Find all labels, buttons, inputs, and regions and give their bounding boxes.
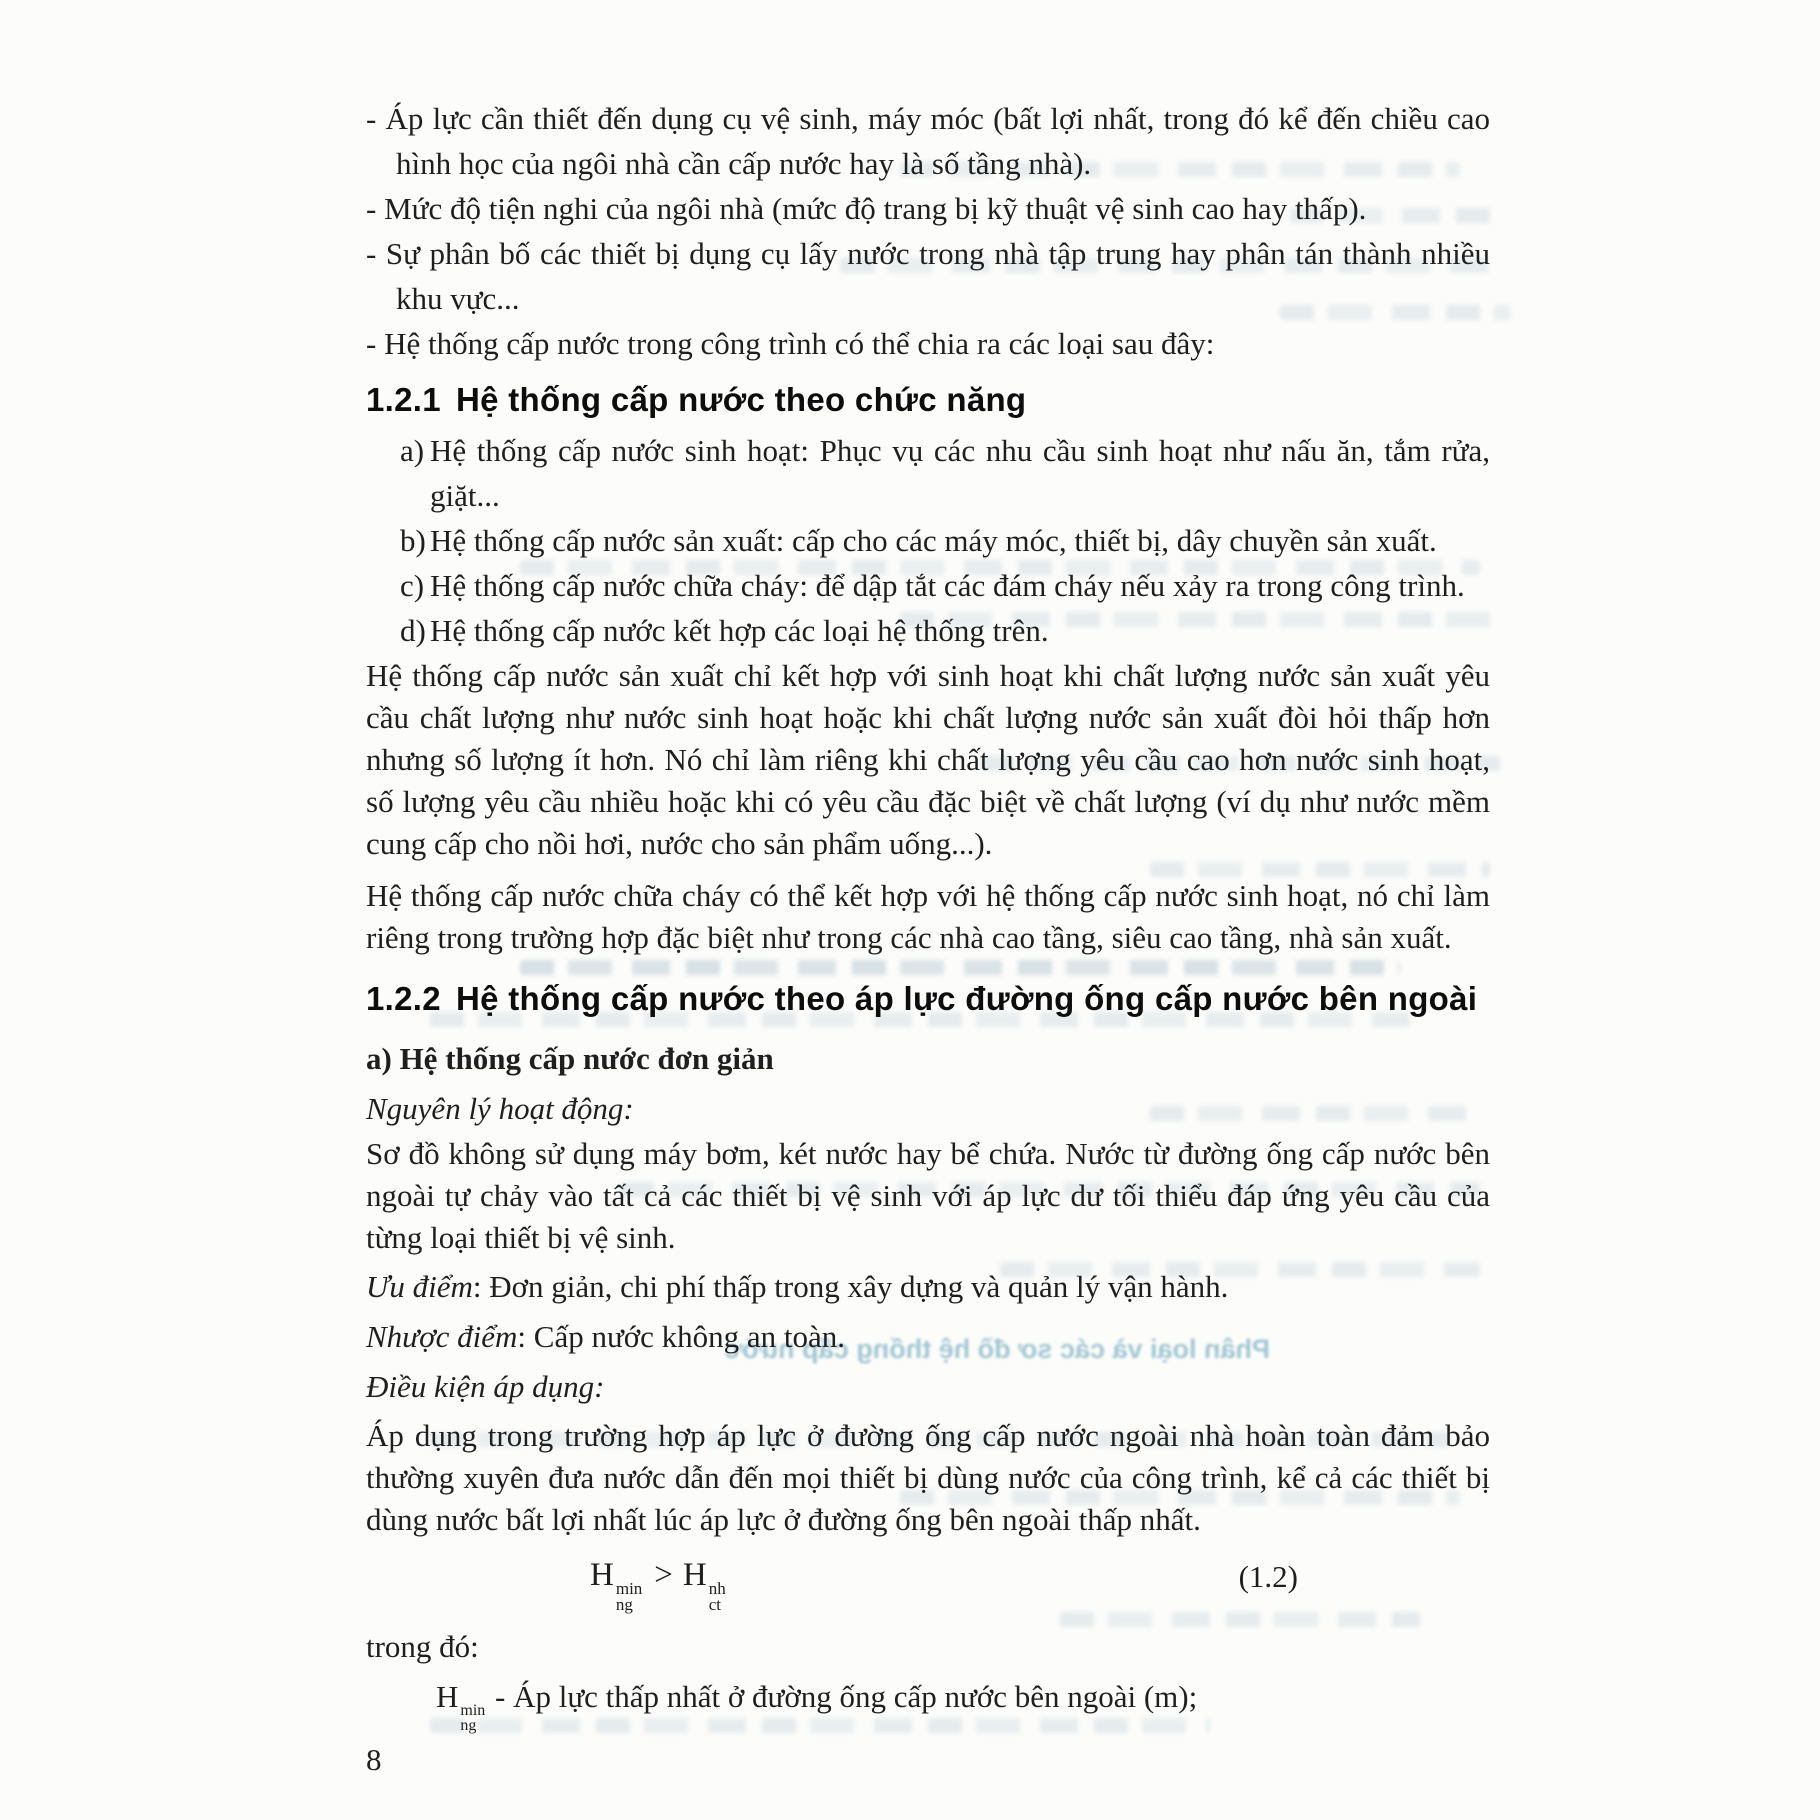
section-heading-121 (366, 376, 1490, 424)
equation-1-2 (366, 1557, 1490, 1619)
section-title: Hệ thống cấp nước theo áp lực đường ống cấp nước bên ngoài (456, 980, 1478, 1017)
bullet-marker: - (366, 101, 377, 136)
bullet-item (366, 96, 1490, 186)
equation-rhs-sup: nh (708, 1579, 726, 1598)
condition-label: Điều kiện áp dụng: (366, 1369, 605, 1404)
list-text: Hệ thống cấp nước sinh hoạt: Phục vụ các nhu cầu sinh hoạt như nấu ăn, tắm rửa, giặt... (430, 433, 1490, 513)
list-item-a (366, 428, 1490, 518)
symbol-sup: min (460, 1702, 486, 1719)
bleed-through-text: Phân loại và các sơ đồ hệ thống cấp nước (724, 1334, 1270, 1364)
list-text: Hệ thống cấp nước sản xuất: cấp cho các máy móc, thiết bị, dây chuyền sản xuất. (430, 523, 1437, 558)
symbol-base: H (436, 1679, 459, 1714)
subsection-heading: a) Hệ thống cấp nước đơn giản (366, 1041, 774, 1076)
list-label: d) (400, 613, 426, 648)
list-item-d (366, 608, 1490, 653)
condition-paragraph: Áp dụng trong trường hợp áp lực ở đường ống cấp nước ngoài nhà hoàn toàn đảm bảo thường xuyên đưa nước dẫn đến mọi thiết bị dùng nước của công trình, kể cả các thiết bị dùng nước bất lợi nhất lúc áp lực ở đường ống bên ngoài thấp nhất. (366, 1418, 1490, 1537)
list-item-b (366, 518, 1490, 563)
advantage-text: : Đơn giản, chi phí thấp trong xây dựng và quản lý vận hành. (472, 1269, 1229, 1304)
equation-number: (1.2) (1238, 1559, 1298, 1594)
bullet-text: Áp lực cần thiết đến dụng cụ vệ sinh, máy móc (bất lợi nhất, trong đó kể đến chiều cao hình học của ngôi nhà cần cấp nước hay là số tầng nhà). (385, 101, 1491, 181)
bullet-marker: - (366, 236, 377, 271)
list-item-c (366, 563, 1490, 608)
bullet-text: Hệ thống cấp nước trong công trình có thể chia ra các loại sau đây: (384, 326, 1215, 361)
list-label: a) (400, 433, 425, 468)
symbol-text: - Áp lực thấp nhất ở đường ống cấp nước bên ngoài (m); (495, 1679, 1198, 1714)
principle-paragraph: Sơ đồ không sử dụng máy bơm, két nước hay bể chứa. Nước từ đường ống cấp nước bên ngoài tự chảy vào tất cả các thiết bị vệ sinh với áp lực dư tối thiểu đáp ứng yêu cầu của từng loại thiết bị vệ sinh. (366, 1136, 1490, 1255)
list-label: b) (400, 523, 426, 558)
equation-lhs-base: H (590, 1557, 614, 1593)
equation-rhs-base: H (682, 1557, 707, 1593)
equation-lhs-sub: ng (615, 1595, 633, 1614)
equation-operator: > (654, 1557, 673, 1593)
equation-rhs-sub: ct (708, 1595, 722, 1614)
section-number: 1.2.1 (366, 381, 441, 418)
list-text: Hệ thống cấp nước kết hợp các loại hệ thống trên. (430, 613, 1049, 648)
bullet-marker: - (366, 326, 377, 361)
section-title: Hệ thống cấp nước theo chức năng (456, 381, 1027, 418)
symbol-definition (436, 1675, 1490, 1733)
equation-lhs-sup: min (615, 1579, 643, 1598)
principle-label: Nguyên lý hoạt động: (366, 1091, 634, 1126)
section-heading-122 (366, 975, 1490, 1023)
bullet-item (366, 186, 1490, 231)
disadvantage-text: : Cấp nước không an toàn. (517, 1319, 846, 1354)
disadvantage-line (366, 1315, 1490, 1359)
page-number: 8 (366, 1742, 382, 1777)
where-label: trong đó: (366, 1629, 479, 1664)
paragraph: Hệ thống cấp nước sản xuất chỉ kết hợp với sinh hoạt khi chất lượng nước sản xuất yêu cầu chất lượng như nước sinh hoạt hoặc khi chất lượng nước sản xuất đòi hỏi thấp hơn nhưng số lượng ít hơn. Nó chỉ làm riêng khi chất lượng yêu cầu cao hơn nước sinh hoạt, số lượng yêu cầu nhiều hoặc khi có yêu cầu đặc biệt về chất lượng (ví dụ như nước mềm cung cấp cho nồi hơi, nước cho sản phẩm uống...). (366, 658, 1490, 861)
symbol-sub: ng (460, 1717, 477, 1734)
list-label: c) (400, 568, 425, 603)
advantage-label: Ưu điểm (366, 1269, 473, 1304)
paragraph: Hệ thống cấp nước chữa cháy có thể kết hợp với hệ thống cấp nước sinh hoạt, nó chỉ làm riêng trong trường hợp đặc biệt như trong các nhà cao tầng, siêu cao tầng, nhà sản xuất. (366, 878, 1490, 955)
list-text: Hệ thống cấp nước chữa cháy: để dập tắt các đám cháy nếu xảy ra trong công trình. (430, 568, 1465, 603)
disadvantage-label: Nhược điểm (366, 1319, 518, 1354)
bullet-text: Sự phân bố các thiết bị dụng cụ lấy nước trong nhà tập trung hay phân tán thành nhiều khu vực... (385, 236, 1491, 316)
equation-body (590, 1557, 728, 1613)
bullet-item (366, 231, 1490, 321)
bullet-item (366, 321, 1490, 366)
bullet-marker: - (366, 191, 377, 226)
bullet-text: Mức độ tiện nghi của ngôi nhà (mức độ trang bị kỹ thuật vệ sinh cao hay thấp). (384, 191, 1367, 226)
lettered-list (366, 428, 1490, 653)
page-content (366, 96, 1490, 1733)
advantage-line (366, 1265, 1490, 1309)
section-number: 1.2.2 (366, 980, 441, 1017)
